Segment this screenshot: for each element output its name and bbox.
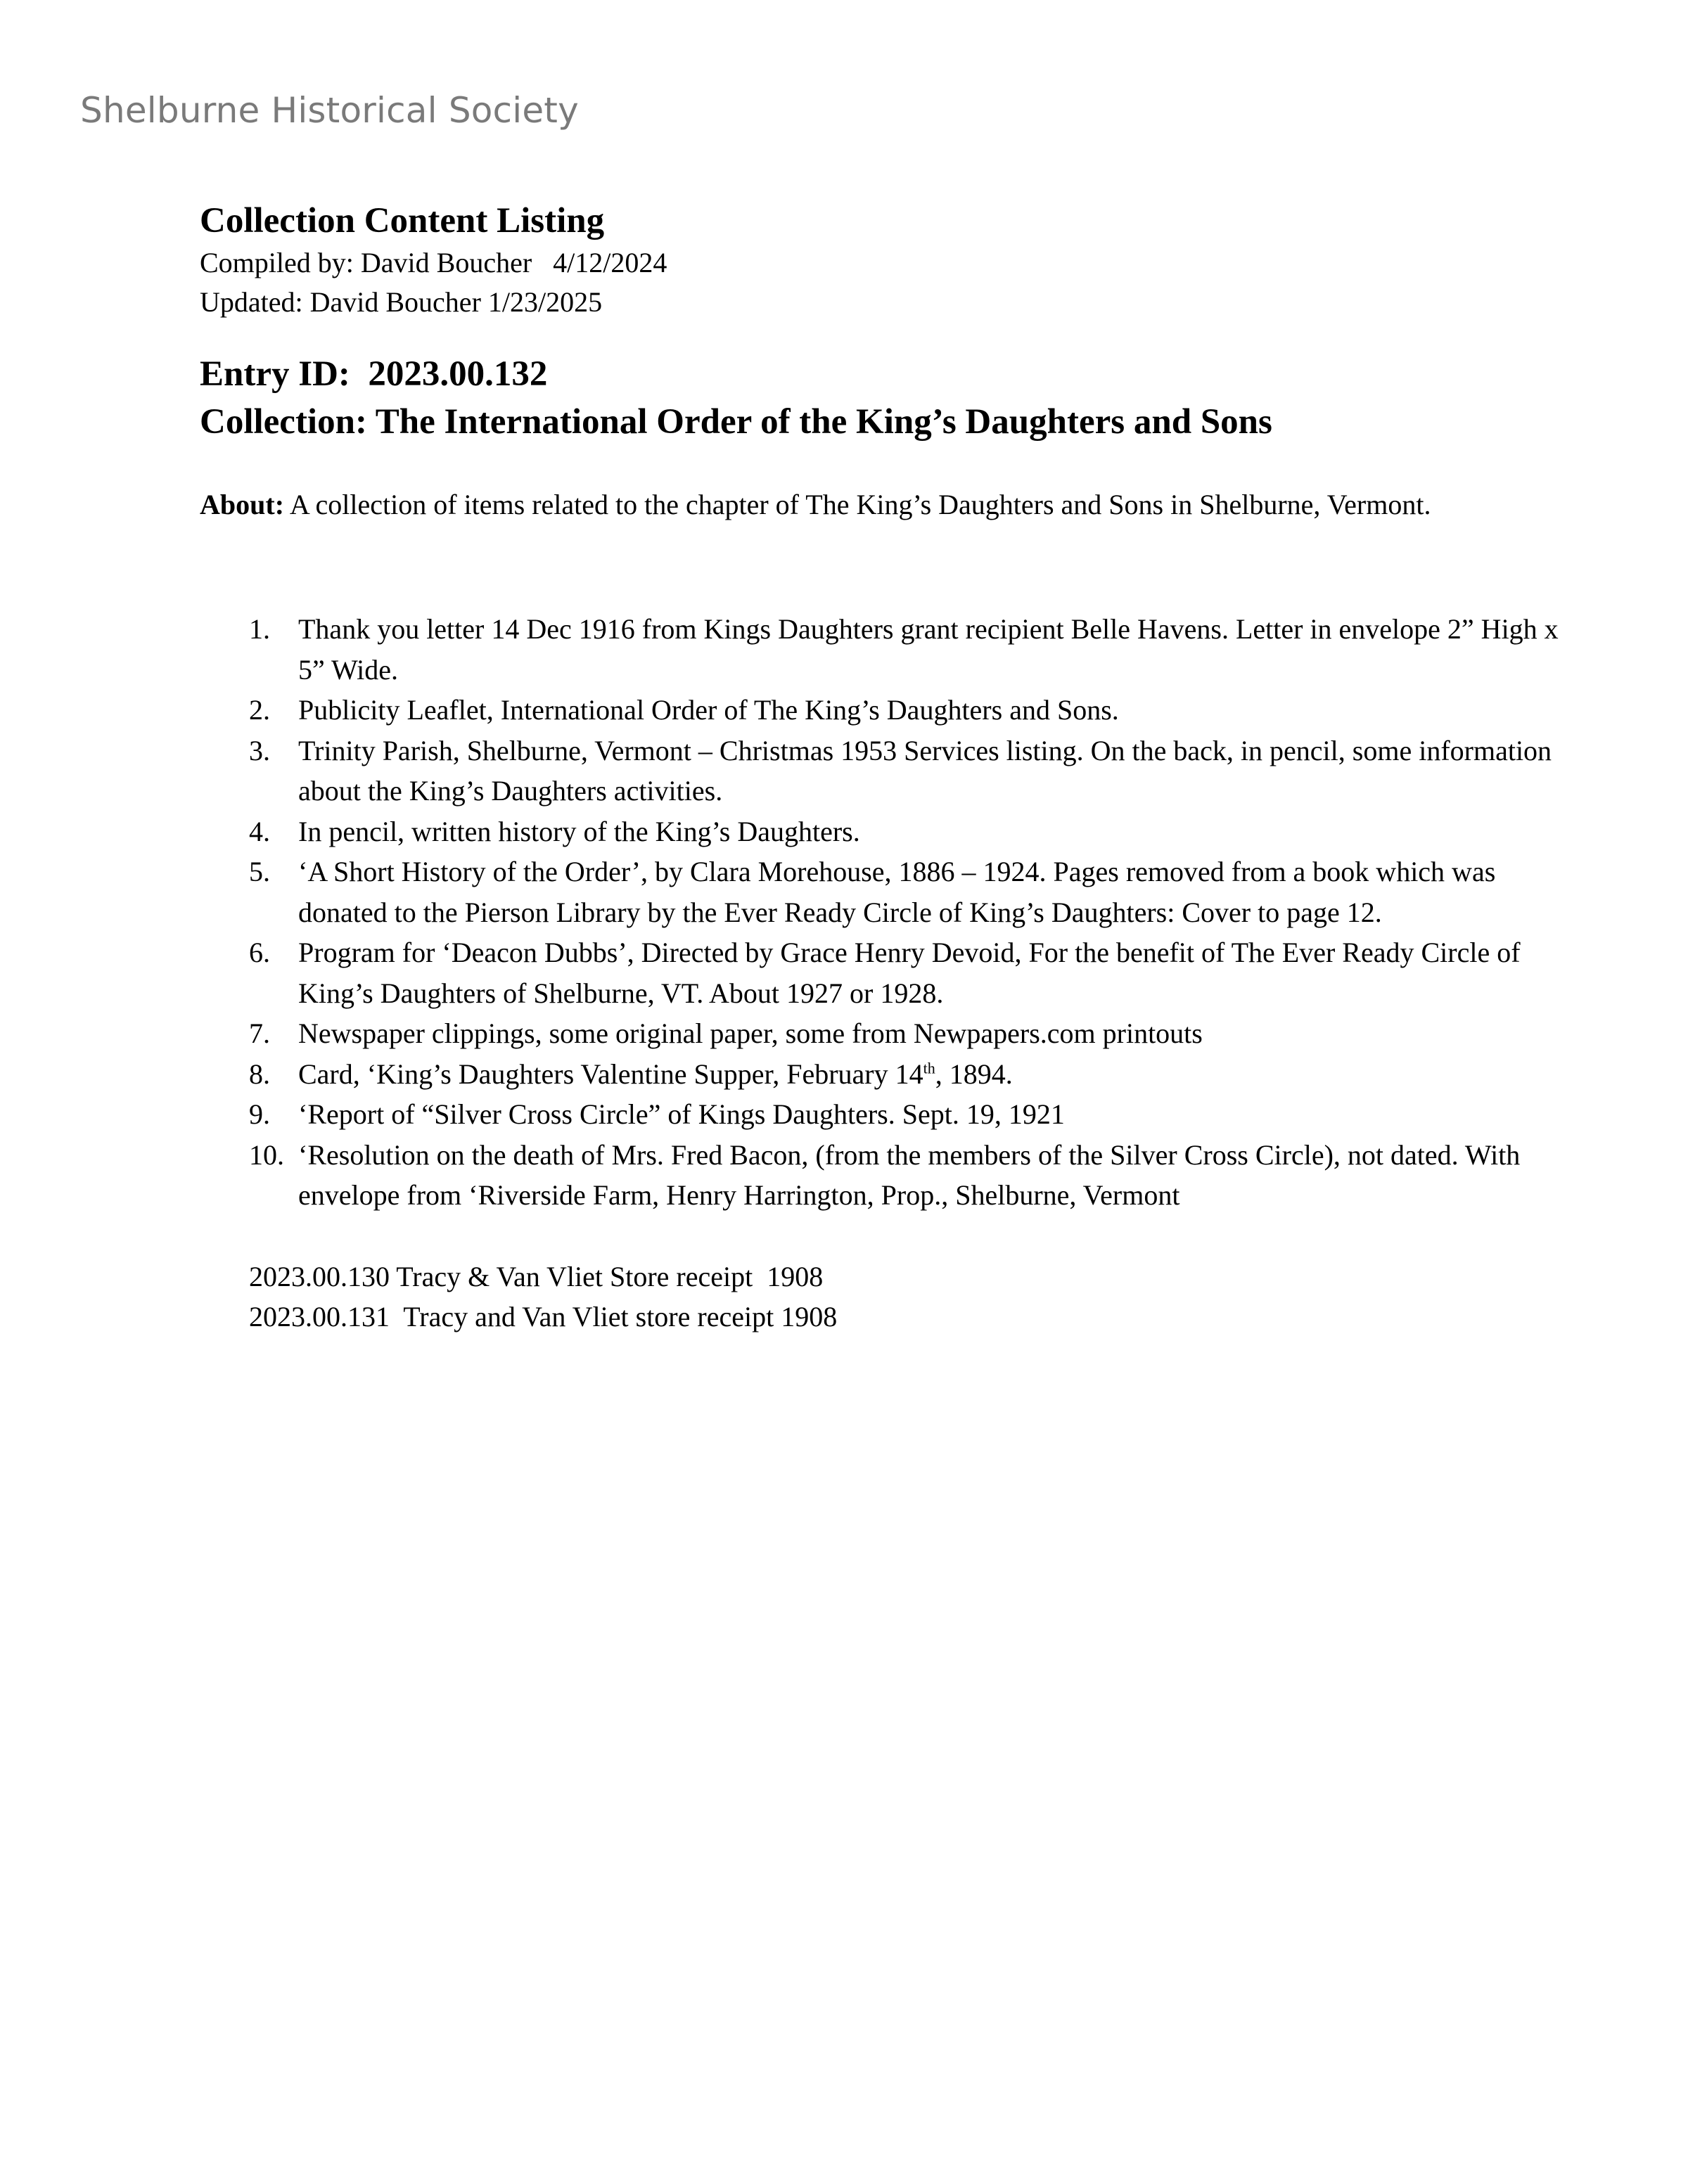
item-text: Thank you letter 14 Dec 1916 from Kings Daughters grant recipient Belle Havens. Letter in envelope 2” High x 5” Wide. <box>298 613 1559 686</box>
list-item <box>200 932 1564 1013</box>
item-text: ‘Report of “Silver Cross Circle” of Kings Daughters. Sept. 19, 1921 <box>298 1098 1065 1130</box>
item-text: Publicity Leaflet, International Order of The King’s Daughters and Sons. <box>298 694 1119 726</box>
item-number: 1. <box>249 613 270 645</box>
entry-block <box>200 350 1536 446</box>
item-text: ‘Resolution on the death of Mrs. Fred Bacon, (from the members of the Silver Cross Circle), not dated. With envelope from ‘Riverside Farm, Henry Harrington, Prop., Shelburne, Vermont <box>298 1138 1521 1211</box>
about-text: A collection of items related to the chapter of The King’s Daughters and Sons in Shelburne, Vermont. <box>284 489 1431 520</box>
entry-id: Entry ID: 2023.00.132 <box>200 354 548 394</box>
organization-header: Shelburne Historical Society <box>80 90 579 131</box>
item-number: 5. <box>249 856 270 887</box>
listing-title: Collection Content Listing <box>200 201 605 240</box>
item-text: Trinity Parish, Shelburne, Vermont – Christmas 1953 Services listing. On the back, in pencil, some information about the King’s Daughters activities. <box>298 734 1552 807</box>
updated-by: Updated: David Boucher 1/23/2025 <box>200 286 603 318</box>
list-item <box>200 811 1564 852</box>
list-item <box>200 1135 1564 1216</box>
list-item <box>200 690 1564 731</box>
item-text: ‘A Short History of the Order’, by Clara Morehouse, 1886 – 1924. Pages removed from a book which was donated to the Pierson Library by the Ever Ready Circle of King’s Daughters: Cover to page 12. <box>298 856 1496 928</box>
document-body <box>200 198 1559 1337</box>
item-text-before: Card, ‘King’s Daughters Valentine Supper, February 14 <box>298 1058 923 1090</box>
compiled-by: Compiled by: David Boucher 4/12/2024 <box>200 247 667 278</box>
item-list <box>200 609 1559 1216</box>
list-item <box>200 731 1564 811</box>
item-number: 10. <box>249 1138 284 1171</box>
list-item <box>200 1094 1564 1135</box>
item-number: 3. <box>249 734 270 766</box>
item-text: In pencil, written history of the King’s Daughters. <box>298 815 860 847</box>
item-number: 8. <box>249 1058 270 1090</box>
item-number: 6. <box>249 937 270 968</box>
related-entries <box>249 1257 1536 1337</box>
list-item <box>200 609 1564 690</box>
related-entry: 2023.00.130 Tracy & Van Vliet Store receipt 1908 <box>249 1260 824 1292</box>
list-item <box>200 1054 1564 1095</box>
list-item <box>200 1013 1564 1054</box>
about-label: About: <box>200 489 285 520</box>
about-paragraph <box>200 485 1452 525</box>
item-number: 2. <box>249 694 270 726</box>
item-number: 9. <box>249 1098 270 1130</box>
item-superscript: th <box>923 1059 935 1077</box>
item-text: Program for ‘Deacon Dubbs’, Directed by Grace Henry Devoid, For the benefit of The Ever Ready Circle of King’s Daughters of Shelburne, VT. About 1927 or 1928. <box>298 937 1521 1009</box>
item-text: Newspaper clippings, some original paper, some from Newpapers.com printouts <box>298 1017 1203 1049</box>
item-number: 7. <box>249 1017 270 1049</box>
list-item <box>200 852 1564 932</box>
collection-name: Collection: The International Order of the King’s Daughters and Sons <box>200 402 1272 442</box>
item-text-after: , 1894. <box>935 1058 1013 1090</box>
item-number: 4. <box>249 815 270 847</box>
related-entry: 2023.00.131 Tracy and Van Vliet store receipt 1908 <box>249 1300 838 1332</box>
